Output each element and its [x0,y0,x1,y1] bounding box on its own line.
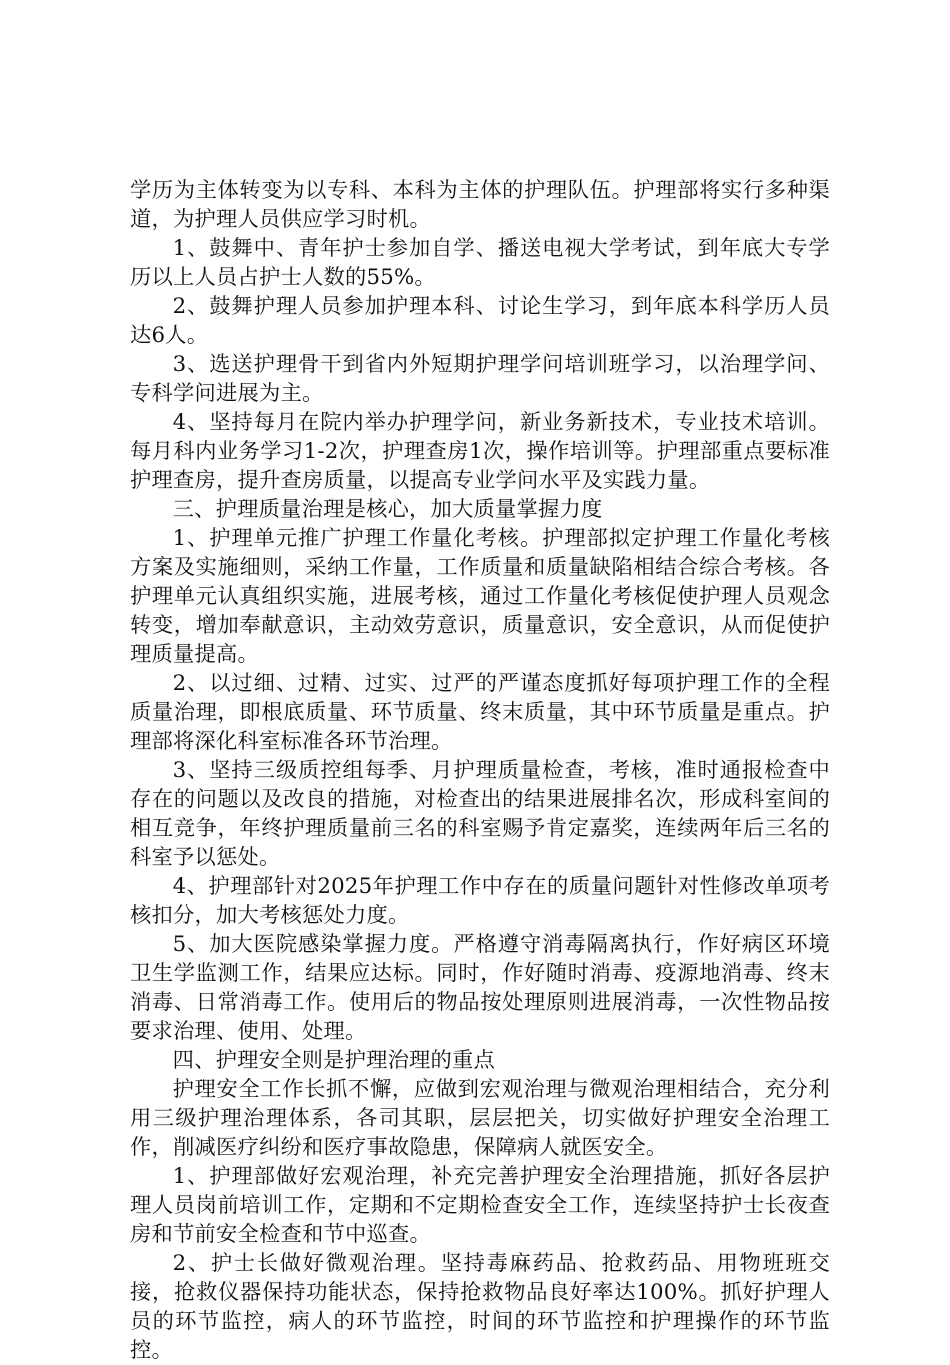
paragraph-10: 4、护理部针对2025年护理工作中存在的质量问题针对性修改单项考核扣分，加大考核惩处力度。 [130,874,830,928]
paragraph-11: 5、加大医院感染掌握力度。严格遵守消毒隔离执行，作好病区环境卫生学监测工作，结果应达标。同时，作好随时消毒、疫源地消毒、终末消毒、日常消毒工作。使用后的物品按处理原则进展消毒，一次性物品按要求治理、使用、处理。 [130,932,830,1044]
paragraph-3: 2、鼓舞护理人员参加护理本科、讨论生学习，到年底本科学历人员达6人。 [130,294,830,348]
paragraph-13: 护理安全工作长抓不懈，应做到宏观治理与微观治理相结合，充分利用三级护理治理体系，各司其职，层层把关，切实做好护理安全治理工作，削减医疗纠纷和医疗事故隐患，保障病人就医安全。 [130,1077,830,1160]
paragraph-15: 2、护士长做好微观治理。坚持毒麻药品、抢救药品、用物班班交接，抢救仪器保持功能状态，保持抢救物品良好率达100%。抓好护理人员的环节监控，病人的环节监控，时间的环节监控和护理操作的环节监控。 [130,1251,830,1363]
paragraph-14: 1、护理部做好宏观治理，补充完善护理安全治理措施，抓好各层护理人员岗前培训工作，定期和不定期检查安全工作，连续坚持护士长夜查房和节前安全检查和节中巡查。 [130,1164,830,1247]
document-body [130,176,830,1365]
paragraph-4: 3、选送护理骨干到省内外短期护理学问培训班学习，以治理学问、专科学问进展为主。 [130,352,830,406]
paragraph-8: 2、以过细、过精、过实、过严的严谨态度抓好每项护理工作的全程质量治理，即根底质量、环节质量、终末质量，其中环节质量是重点。护理部将深化科室标准各环节治理。 [130,671,830,754]
section-heading-4: 四、护理安全则是护理治理的重点 [172,1048,496,1073]
paragraph-7: 1、护理单元推广护理工作量化考核。护理部拟定护理工作量化考核方案及实施细则，采纳工作量，工作质量和质量缺陷相结合综合考核。各护理单元认真组织实施，进展考核，通过工作量化考核促使护理人员观念转变，增加奉献意识，主动效劳意识，质量意识，安全意识，从而促使护理质量提高。 [130,526,830,667]
paragraph-9: 3、坚持三级质控组每季、月护理质量检查，考核，准时通报检查中存在的问题以及改良的措施，对检查出的结果进展排名次，形成科室间的相互竞争，年终护理质量前三名的科室赐予肯定嘉奖，连续两年后三名的科室予以惩处。 [130,758,830,870]
section-heading-3: 三、护理质量治理是核心，加大质量掌握力度 [172,497,603,522]
paragraph-5: 4、坚持每月在院内举办护理学问，新业务新技术，专业技术培训。每月科内业务学习1-2次，护理查房1次，操作培训等。护理部重点要标准护理查房，提升查房质量，以提高专业学问水平及实践力量。 [130,410,830,493]
paragraph-2: 1、鼓舞中、青年护士参加自学、播送电视大学考试，到年底大专学历以上人员占护士人数的55%。 [130,236,830,290]
paragraph-1: 学历为主体转变为以专科、本科为主体的护理队伍。护理部将实行多种渠道，为护理人员供应学习时机。 [130,178,830,232]
